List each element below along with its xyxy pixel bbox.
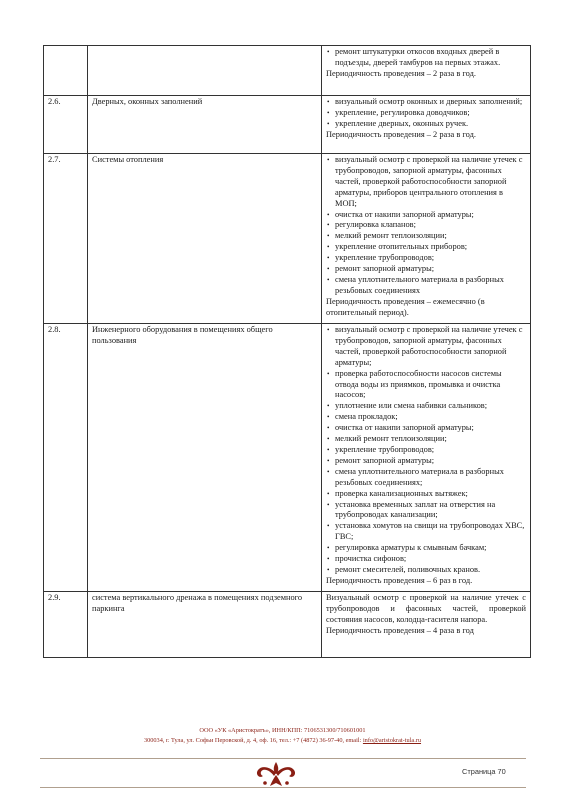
table-row — [44, 324, 531, 592]
company-line: ООО «УК «Аристократъ», ИНН/КПП: 7106531300/710601001 — [199, 727, 366, 734]
list-item: • мелкий ремонт теплоизоляции; — [326, 434, 526, 445]
list-item: • установка хомутов на свищи на трубопроводах ХВС, ГВС; — [326, 521, 526, 543]
row-name: Дверных, оконных заполнений — [88, 96, 322, 154]
row-name: Системы отопления — [88, 154, 322, 324]
page-number: Страница 70 — [462, 767, 506, 776]
list-item: • ремонт смесителей, поливочных кранов. — [326, 565, 526, 576]
list-item: • уплотнение или смена набивки сальников; — [326, 401, 526, 412]
list-item: • регулировка клапанов; — [326, 220, 526, 231]
row-description: Визуальный осмотр с проверкой на наличие утечек с трубопроводов и фасонных частей, проверкой состояния насосов, колодца-гасителя напора. — [326, 593, 526, 624]
list-item: • мелкий ремонт теплоизоляции; — [326, 231, 526, 242]
row-details — [322, 96, 531, 154]
ornament-icon — [253, 759, 299, 789]
list-item: • ремонт запорной арматуры; — [326, 264, 526, 275]
row-name — [88, 46, 322, 96]
row-details — [322, 154, 531, 324]
list-item: • укрепление отопительных приборов; — [326, 242, 526, 253]
list-item: • смена уплотнительного материала в разборных резьбовых соединениях; — [326, 467, 526, 489]
table-row — [44, 96, 531, 154]
list-item: • визуальный осмотр с проверкой на наличие утечек с трубопроводов, запорной арматуры, фасонных частей, проверкой работоспособности запорной арматуры, приборов центрального отопления в МОП; — [326, 155, 526, 210]
list-item: • проверка канализационных вытяжек; — [326, 489, 526, 500]
list-item: • проверка работоспособности насосов системы отвода воды из приямков, промывка и очистка насосов; — [326, 369, 526, 402]
maintenance-table — [43, 45, 531, 658]
list-item: • очистка от накипи запорной арматуры; — [326, 210, 526, 221]
list-item: • очистка от накипи запорной арматуры; — [326, 423, 526, 434]
list-item: • визуальный осмотр оконных и дверных заполнений; — [326, 97, 526, 108]
row-number — [44, 46, 88, 96]
list-item: • установка временных заплат на отверстия на трубопроводах канализации; — [326, 500, 526, 522]
list-item: • укрепление трубопроводов; — [326, 445, 526, 456]
row-period: Периодичность проведения – 2 раза в год. — [326, 129, 476, 139]
list-item: • смена уплотнительного материала в разборных резьбовых соединениях — [326, 275, 526, 297]
list-item: • визуальный осмотр с проверкой на наличие утечек с трубопроводов, запорной арматуры, фасонных частей, проверкой работоспособности запорной арматуры; — [326, 325, 526, 369]
list-item: • укрепление дверных, оконных ручек. — [326, 119, 526, 130]
list-item: • ремонт штукатурки откосов входных дверей в подъезды, дверей тамбуров на первых этажах. — [326, 47, 526, 69]
row-number: 2.6. — [44, 96, 88, 154]
list-item: • ремонт запорной арматуры; — [326, 456, 526, 467]
row-details — [322, 324, 531, 592]
footer-divider-bottom — [40, 787, 526, 788]
list-item: • смена прокладок; — [326, 412, 526, 423]
table-row — [44, 592, 531, 658]
list-item: • укрепление, регулировка доводчиков; — [326, 108, 526, 119]
list-item: • регулировка арматуры к смывным бачкам; — [326, 543, 526, 554]
email-link[interactable]: info@aristokrat-tula.ru — [362, 737, 422, 744]
row-number: 2.9. — [44, 592, 88, 658]
table-row — [44, 154, 531, 324]
list-item: • прочистка сифонов; — [326, 554, 526, 565]
row-period: Периодичность проведения – 4 раза в год — [326, 625, 474, 635]
address-text: 300034, г. Тула, ул. Софьи Перовской, д. 4, оф. 16, тел.: +7 (4872) 36-97-40, email: — [143, 737, 363, 744]
row-name: система вертикального дренажа в помещениях подземного паркинга — [88, 592, 322, 658]
list-item: • укрепление трубопроводов; — [326, 253, 526, 264]
row-period: Периодичность проведения – 6 раз в год. — [326, 575, 473, 585]
row-number: 2.8. — [44, 324, 88, 592]
row-details — [322, 592, 531, 658]
table-row — [44, 46, 531, 96]
row-details — [322, 46, 531, 96]
row-period: Периодичность проведения – ежемесячно (в отопительный период). — [326, 296, 485, 317]
row-number: 2.7. — [44, 154, 88, 324]
row-name: Инженерного оборудования в помещениях общего пользования — [88, 324, 322, 592]
address-line — [0, 737, 565, 744]
row-period: Периодичность проведения – 2 раза в год. — [326, 68, 476, 78]
